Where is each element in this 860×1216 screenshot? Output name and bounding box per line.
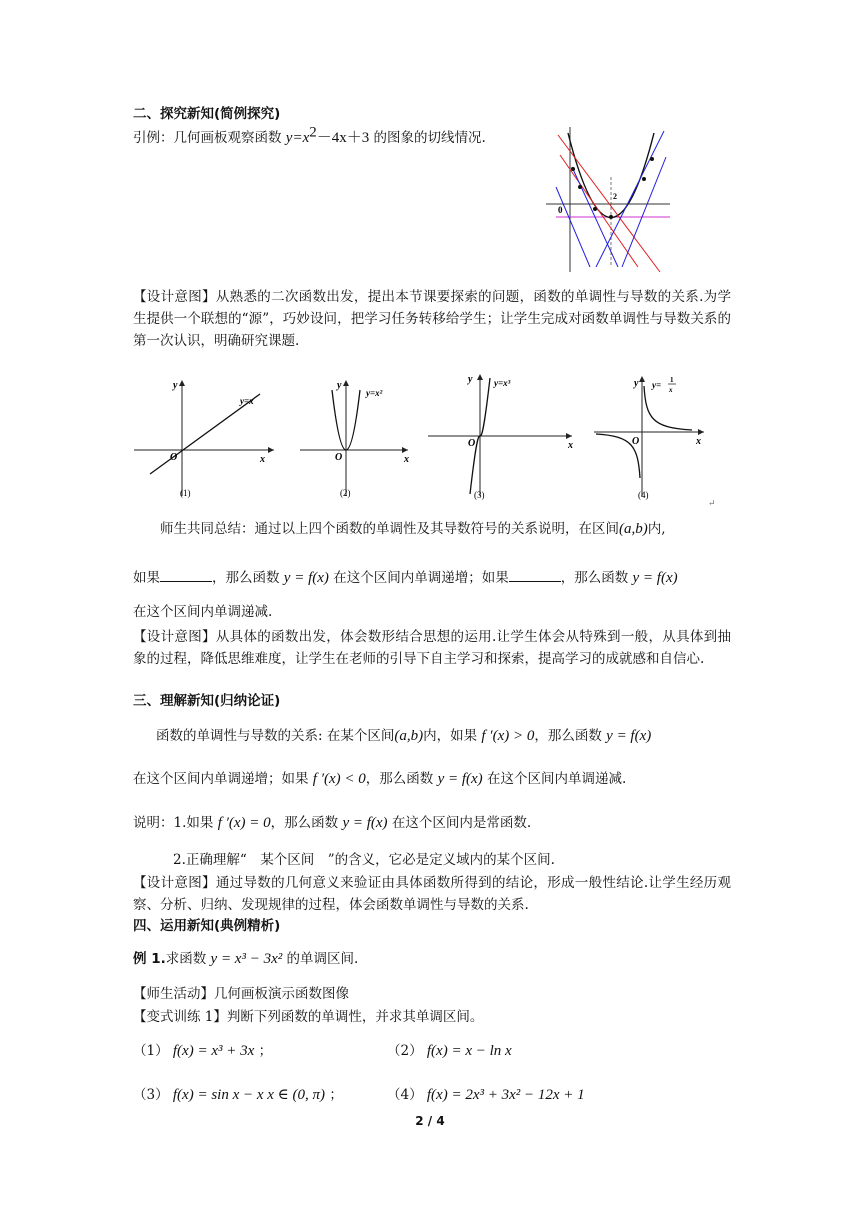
relation-line-1 [156, 727, 651, 745]
item2-num: （2） [387, 1043, 423, 1059]
exercise-item-2 [387, 1042, 512, 1060]
g4-label-num: 1 [670, 376, 674, 384]
svg-text:↵: ↵ [708, 498, 716, 508]
g4-axis-y: y [634, 378, 639, 389]
rel-interval: (a,b) [394, 728, 424, 744]
intro-line [133, 124, 486, 147]
tangent-lines-figure [546, 127, 670, 272]
g2-axis-y: y [337, 380, 342, 391]
rel-fx: y = f(x) [606, 728, 652, 744]
note1-suffix: 在这个区间内是常函数. [391, 815, 532, 831]
tangent-origin-label: 0 [558, 205, 563, 215]
g4-caption: (4) [638, 490, 649, 500]
g3-axis-y: y [468, 374, 473, 385]
example-1-func: y = x³ − 3x² [210, 951, 283, 967]
item3-expr: f(x) = sin x − x x ∈ (0, π) [172, 1087, 326, 1103]
g3-axis-x: x [568, 440, 573, 451]
example-1-text: 求函数 [165, 951, 207, 967]
exercise-item-3 [133, 1086, 343, 1104]
design-intent-3: 【设计意图】通过导数的几何意义来验证由具体函数所得到的结论，形成一般性结论.让学生经历观察、分析、归纳、发现规律的过程，体会函数单调性与导数的关系. [133, 875, 731, 913]
inc-text: 在这个区间内单调递增；如果 [333, 570, 509, 586]
item3-num: （3） [133, 1087, 169, 1103]
rel-dec: 在这个区间内单调递减. [486, 771, 627, 787]
then-label-2: ，那么函数 [560, 570, 629, 586]
summary-line-1 [160, 520, 666, 538]
page-number: 2 / 4 [415, 1114, 445, 1128]
example-1-suffix: 的单调区间. [286, 951, 359, 967]
graph-2-quadratic [296, 374, 416, 502]
summary-line-2 [133, 569, 678, 587]
g3-origin: O [468, 438, 476, 449]
g4-origin: O [632, 436, 640, 447]
design-intent-1: 【设计意图】从熟悉的二次函数出发，提出本节课要探索的问题，函数的单调性与导数的关系.为学生提供一个联想的“源”，巧妙设问，把学习任务转移给学生；让学生完成对函数单调性与导数关系的第一次认识，明确研究课题. [133, 289, 731, 349]
summary-line-3: 在这个区间内单调递减. [133, 604, 273, 620]
deriv-pos: f ′(x) > 0 [481, 728, 535, 744]
activity-line: 【师生活动】几何画板演示函数图像 [133, 986, 349, 1002]
fx-1: y = f(x) [283, 570, 329, 586]
section4-heading: 四、运用新知(典例精析) [133, 918, 281, 934]
g2-caption: (2) [340, 488, 351, 498]
note-line-1 [133, 814, 531, 832]
rel-inc: 在这个区间内单调递增；如果 [133, 771, 309, 787]
fill-blank-1[interactable] [160, 569, 212, 582]
rel-fx-2: y = f(x) [437, 771, 483, 787]
fx-2: y = f(x) [632, 570, 678, 586]
relation-line-2 [133, 770, 626, 788]
section2-heading: 二、探究新知(简例探究) [133, 106, 281, 122]
item4-num: （4） [387, 1087, 423, 1103]
g4-label: y= [652, 380, 662, 390]
summary-suffix: 内, [647, 521, 666, 537]
g2-label: y=x² [366, 388, 383, 398]
g4-label-den: x [669, 386, 673, 394]
g1-origin: O [170, 452, 178, 463]
g1-axis-y: y [173, 380, 178, 391]
section3-heading: 三、理解新知(归纳论证) [133, 693, 281, 709]
fill-blank-2[interactable] [509, 569, 561, 582]
summary-interval: (a,b) [619, 521, 648, 537]
exercise-item-4 [387, 1086, 585, 1104]
graph-4-reciprocal [592, 370, 716, 508]
variant-line: 【变式训练 1】判断下列函数的单调性，并求其单调区间。 [133, 1009, 484, 1025]
rel-mid: 内，如果 [423, 728, 478, 744]
g4-axis-x: x [696, 436, 701, 447]
rel-then: ，那么函数 [534, 728, 602, 744]
tangent-tick-label: 2 [613, 192, 617, 201]
graph-1-linear [130, 374, 280, 502]
intro-prefix: 引例：几何画板观察函数 [133, 130, 286, 146]
summary-prefix: 师生共同总结：通过以上四个函数的单调性及其导数符号的关系说明，在区间 [160, 521, 619, 537]
deriv-zero: f ′(x) = 0 [217, 815, 271, 831]
g1-label: y=x [240, 396, 254, 406]
g2-origin: O [335, 452, 343, 463]
rel-prefix: 函数的单调性与导数的关系: 在某个区间 [156, 728, 395, 744]
intro-func: y=x [285, 130, 310, 146]
item4-expr: f(x) = 2x³ + 3x² − 12x + 1 [426, 1087, 585, 1103]
item2-expr: f(x) = x − ln x [426, 1043, 512, 1059]
intro-suffix: 的图象的切线情况. [369, 130, 486, 146]
item1-expr: f(x) = x³ + 3x [172, 1043, 255, 1059]
g3-caption: (3) [474, 490, 485, 500]
deriv-neg: f ′(x) < 0 [312, 771, 366, 787]
intro-exp: 2 [309, 124, 317, 141]
note1-prefix: 说明：1.如果 [133, 815, 214, 831]
rel-then2: ，那么函数 [365, 771, 434, 787]
then-label-1: ，那么函数 [212, 570, 280, 586]
item1-num: （1） [133, 1043, 169, 1059]
example-1-label: 例 1. [133, 951, 166, 967]
note-line-2: 2.正确理解“ 某个区间 ”的含义，它必是定义域内的某个区间. [173, 852, 555, 868]
design-intent-2: 【设计意图】从具体的函数出发，体会数形结合思想的运用.让学生体会从特殊到一般，从具体到抽象的过程，降低思维难度，让学生在老师的引导下自主学习和探索，提高学习的成就感和自信心. [133, 629, 731, 667]
g2-axis-x: x [404, 454, 409, 465]
note1-mid: ，那么函数 [270, 815, 339, 831]
intro-rest: －4x＋3 [316, 130, 370, 146]
exercise-item-1 [133, 1042, 272, 1060]
example-1-line [133, 950, 358, 968]
if-label: 如果 [133, 570, 160, 586]
graph-3-cubic [426, 370, 576, 502]
item3-end: ； [329, 1087, 343, 1103]
g3-label: y=x³ [494, 378, 511, 388]
g1-axis-x: x [260, 454, 265, 465]
note1-fx: y = f(x) [342, 815, 388, 831]
item1-end: ； [258, 1043, 273, 1059]
g1-caption: (1) [180, 488, 191, 498]
